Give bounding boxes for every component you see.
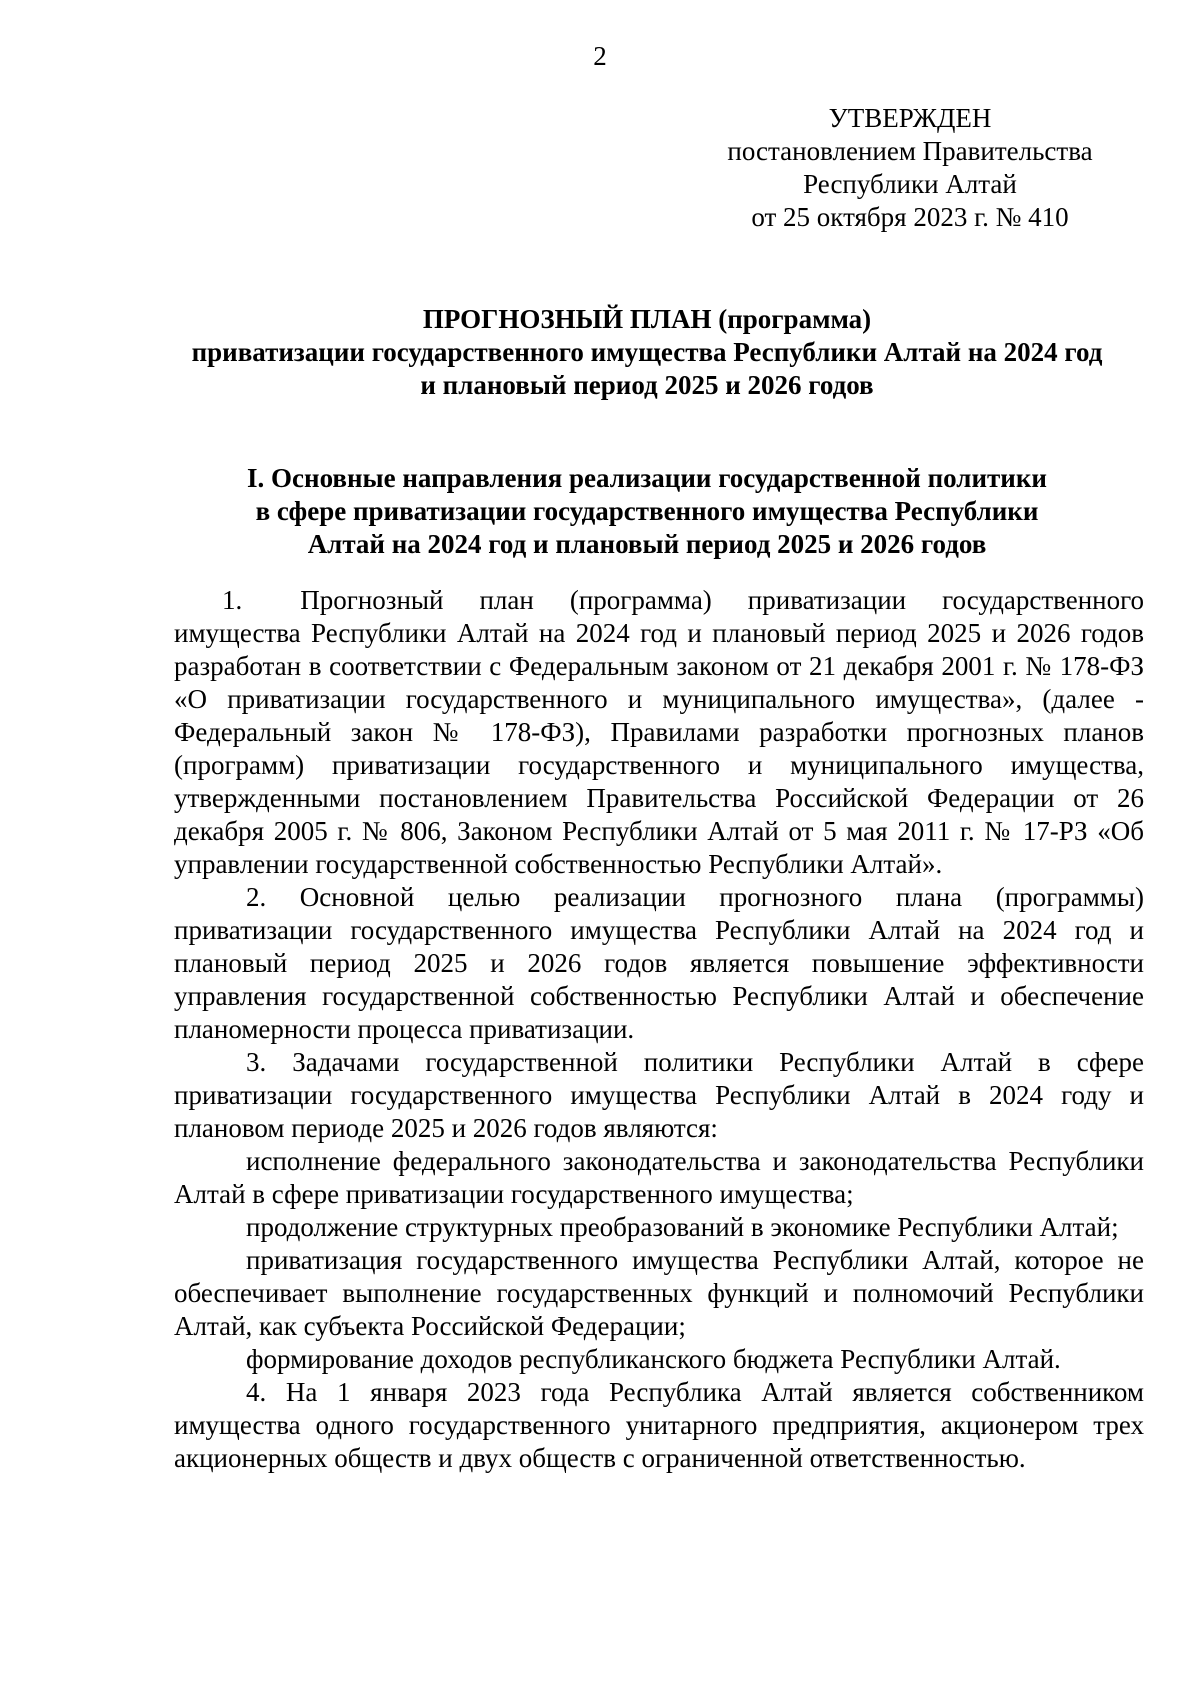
page-number: 2 [593, 41, 607, 71]
approval-date: от 25 октября 2023 г. № 410 [751, 202, 1069, 232]
paragraph-4: 4. На 1 января 2023 года Республика Алтай является собственником имущества одного государственного унитарного предприятия, акционером трех акционерных обществ и двух обществ с ограниченной ответственностью. [174, 1377, 1144, 1473]
paragraph-text: Прогнозный план (программа) приватизации государственного имущества Республики Алтай на 2024 год и плановый период 2025 и 2026 годов разработан в соответствии с Федеральным законом от 21 декабря 2001 г. № 178-ФЗ «О приватизации государственного и муниципального имущества», (далее - Федеральный закон № 178-ФЗ), Правилами разработки прогнозных планов (программ) приватизации государственного и муниципального имущества, утвержденными постановлением Правительства Российской Федерации от 26 декабря 2005 г. № 806, Законом Республики Алтай от 5 мая 2011 г. № 17-РЗ «Об управлении государственной собственностью Республики Алтай». [174, 585, 1144, 879]
title-line: приватизации государственного имущества Республики Алтай на 2024 год [191, 337, 1103, 367]
approval-stamp [720, 102, 1100, 234]
document-title [150, 303, 1144, 402]
section-heading [150, 462, 1144, 561]
paragraph-3: 3. Задачами государственной политики Республики Алтай в сфере приватизации государственного имущества Республики Алтай в 2024 году и плановом периоде 2025 и 2026 годов являются: [174, 1047, 1144, 1143]
paragraph-1 [174, 584, 1144, 881]
section-heading-line: в сфере приватизации государственного имущества Республики [255, 496, 1039, 526]
list-item: исполнение федерального законодательства и законодательства Республики Алтай в сфере приватизации государственного имущества; [174, 1146, 1144, 1209]
section-heading-line: I. Основные направления реализации государственной политики [247, 463, 1047, 493]
document-body [174, 584, 1144, 1475]
title-line: ПРОГНОЗНЫЙ ПЛАН (программа) [422, 304, 872, 334]
list-item: приватизация государственного имущества Республики Алтай, которое не обеспечивает выполнение государственных функций и полномочий Республики Алтай, как субъекта Российской Федерации; [174, 1245, 1144, 1341]
approval-line: УТВЕРЖДЕН [828, 103, 992, 133]
list-item: формирование доходов республиканского бюджета Республики Алтай. [246, 1344, 1061, 1374]
paragraph-2: 2. Основной целью реализации прогнозного плана (программы) приватизации государственного имущества Республики Алтай на 2024 год и плановый период 2025 и 2026 годов является повышение эффективности управления государственной собственностью Республики Алтай и обеспечение планомерности процесса приватизации. [174, 882, 1144, 1044]
approval-line: постановлением Правительства [727, 136, 1093, 166]
section-heading-line: Алтай на 2024 год и плановый период 2025 и 2026 годов [307, 529, 987, 559]
approval-line: Республики Алтай [803, 169, 1017, 199]
paragraph-number: 1. [222, 585, 243, 615]
list-item: продолжение структурных преобразований в экономике Республики Алтай; [246, 1212, 1119, 1242]
title-line: и плановый период 2025 и 2026 годов [420, 370, 874, 400]
